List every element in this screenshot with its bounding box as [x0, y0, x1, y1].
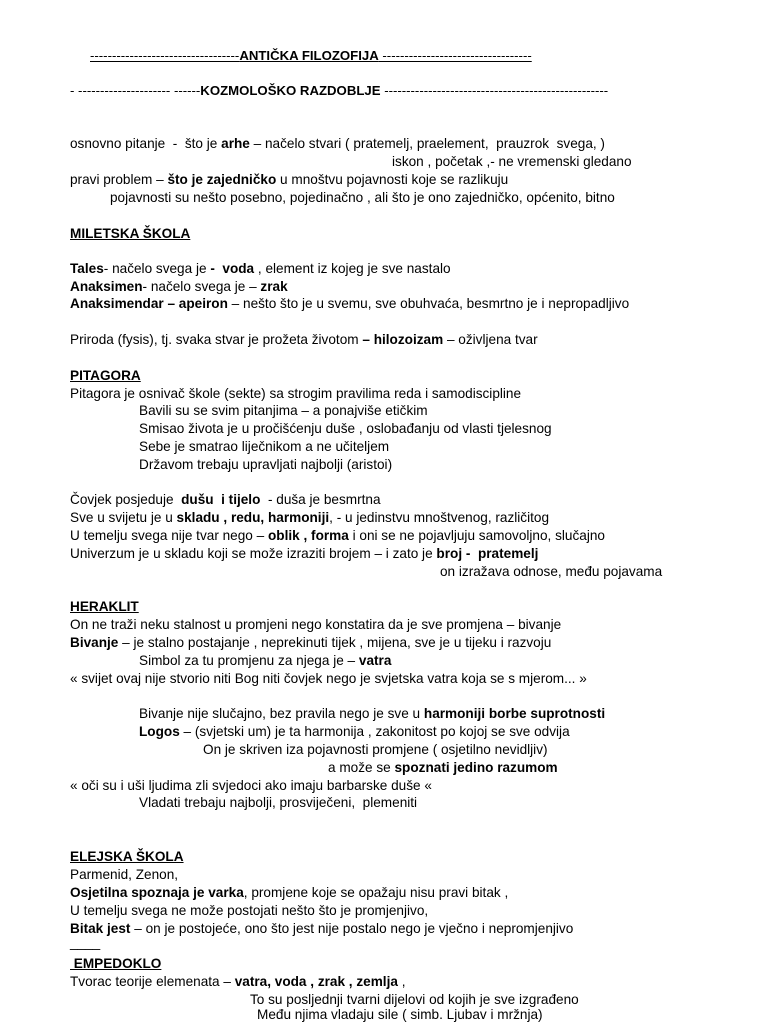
page-title: ANTIČKA FILOZOFIJA	[239, 48, 379, 63]
empedoklo-elementi: Tvorac teorije elemenata – vatra, voda , zrak , zemlja ,	[70, 974, 406, 989]
pitagora-broj: Univerzum je u skladu koji se može izraziti brojem – i zato je broj - pratemelj	[70, 546, 539, 561]
miletska-anaksimendar: Anaksimendar – apeiron – nešto što je u svemu, sve obuhvaća, besmrtno je i nepropadljivo	[70, 296, 630, 311]
title-line	[90, 47, 532, 65]
intro-line-2: iskon , početak ,- ne vremenski gledano	[392, 154, 632, 169]
pitagora-line-4: Sebe je smatrao liječnikom a ne učiteljem	[139, 439, 390, 454]
miletska-anaksimen: Anaksimen- načelo svega je – zrak	[70, 279, 288, 294]
intro-line-1: osnovno pitanje - što je arhe – načelo stvari ( pratemelj, praelement, prauzrok svega, )	[70, 136, 605, 151]
section-heading-heraklit: HERAKLIT	[70, 599, 139, 614]
heraklit-skriven: On je skriven iza pojavnosti promjene ( osjetilno nevidljiv)	[203, 742, 548, 757]
title-dashes-right: ----------------------------------	[378, 48, 532, 63]
intro-line-4: pojavnosti su nešto posebno, pojedinačno , ali što je ono zajedničko, općenito, bitno	[110, 190, 615, 205]
pitagora-oblik: U temelju svega nije tvar nego – oblik , forma i oni se ne pojavljuju samovoljno, slučajno	[70, 528, 605, 543]
heraklit-logos: Logos – (svjetski um) je ta harmonija , zakonitost po kojoj se sve odvija	[139, 724, 570, 739]
heraklit-quote-2: « oči su i uši ljudima zli svjedoci ako imaju barbarske duše «	[70, 778, 432, 793]
section-heading-pitagora: PITAGORA	[70, 368, 141, 383]
heraklit-razum: a može se spoznati jedino razumom	[328, 760, 558, 775]
heraklit-vatra: Simbol za tu promjenu za njega je – vatra	[139, 653, 392, 668]
pitagora-line-5: Državom trebaju upravljati najbolji (aristoi)	[139, 457, 393, 472]
subtitle-line	[70, 82, 608, 100]
elejska-separator: ____	[70, 935, 101, 950]
empedoklo-line-2: To su posljednji tvarni dijelovi od kojih je sve izgrađeno	[250, 992, 579, 1007]
miletska-priroda: Priroda (fysis), tj. svaka stvar je prožeta životom – hilozoizam – oživljena tvar	[70, 332, 538, 347]
pitagora-covjek: Čovjek posjeduje dušu i tijelo - duša je besmrtna	[70, 492, 381, 507]
pitagora-line-3: Smisao života je u pročišćenju duše , oslobađanju od vlasti tjelesnog	[139, 421, 552, 436]
subtitle-dashes-left: - --------------------- ------	[70, 83, 201, 98]
title-dashes-left: ----------------------------------	[90, 48, 240, 63]
page-subtitle: KOZMOLOŠKO RAZDOBLJE	[200, 83, 381, 98]
heraklit-line-1: On ne traži neku stalnost u promjeni nego konstatira da je sve promjena – bivanje	[70, 617, 562, 632]
elejska-line-3: U temelju svega ne može postojati nešto što je promjenjivo,	[70, 903, 429, 918]
elejska-line-1: Parmenid, Zenon,	[70, 867, 179, 882]
pitagora-line-1: Pitagora je osnivač škole (sekte) sa strogim pravilima reda i samodiscipline	[70, 386, 522, 401]
section-heading-empedoklo: EMPEDOKLO	[70, 956, 162, 971]
section-heading-elejska: ELEJSKA ŠKOLA	[70, 849, 184, 864]
empedoklo-line-3: Među njima vladaju sile ( simb. Ljubav i mržnja)	[257, 1007, 543, 1022]
pitagora-odnosi: on izražava odnose, među pojavama	[440, 564, 663, 579]
elejska-bitak: Bitak jest – on je postojeće, ono što jest nije postalo nego je vječno i nepromjenjivo	[70, 921, 574, 936]
subtitle-dashes-right: ---------------------------------------------------	[380, 83, 609, 98]
heraklit-quote-1: « svijet ovaj nije stvorio niti Bog niti čovjek nego je svjetska vatra koja se s mjerom... »	[70, 671, 587, 686]
pitagora-line-2: Bavili su se svim pitanjima – a ponajviše etičkim	[139, 403, 428, 418]
miletska-tales: Tales- načelo svega je - voda , element iz kojeg je sve nastalo	[70, 261, 451, 276]
heraklit-vladati: Vladati trebaju najbolji, prosviječeni, plemeniti	[139, 795, 418, 810]
heraklit-bivanje: Bivanje – je stalno postajanje , neprekinuti tijek , mijena, sve je u tijeku i razvoju	[70, 635, 552, 650]
elejska-varka: Osjetilna spoznaja je varka, promjene koje se opažaju nisu pravi bitak ,	[70, 885, 509, 900]
heraklit-harmonija: Bivanje nije slučajno, bez pravila nego je sve u harmoniji borbe suprotnosti	[139, 706, 606, 721]
intro-line-3: pravi problem – što je zajedničko u mnoštvu pojavnosti koje se razlikuju	[70, 172, 509, 187]
pitagora-sklad: Sve u svijetu je u skladu , redu, harmoniji, - u jedinstvu mnoštvenog, različitog	[70, 510, 550, 525]
section-heading-miletska: MILETSKA ŠKOLA	[70, 226, 191, 241]
